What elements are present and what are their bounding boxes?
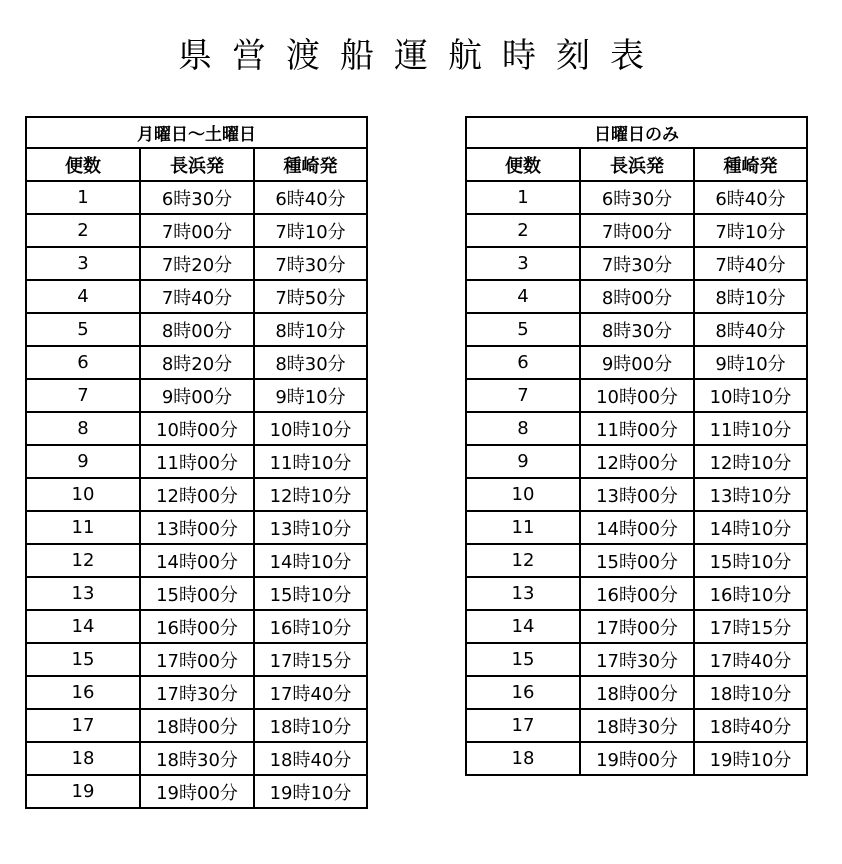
table-row <box>466 280 807 313</box>
tanezaki-departure-cell: 12時10分 <box>254 478 367 511</box>
trip-number-cell: 12 <box>26 544 140 577</box>
trip-number-cell: 1 <box>466 181 580 214</box>
nagahama-departure-cell: 9時00分 <box>140 379 254 412</box>
nagahama-departure-cell: 15時00分 <box>580 544 694 577</box>
trip-number-cell: 18 <box>466 742 580 775</box>
tanezaki-departure-cell: 17時40分 <box>254 676 367 709</box>
tanezaki-departure-cell: 7時30分 <box>254 247 367 280</box>
nagahama-departure-cell: 12時00分 <box>140 478 254 511</box>
table-row <box>466 544 807 577</box>
trip-number-cell: 3 <box>466 247 580 280</box>
trip-number-cell: 9 <box>26 445 140 478</box>
tanezaki-departure-cell: 11時10分 <box>254 445 367 478</box>
trip-number-cell: 3 <box>26 247 140 280</box>
header-tanezaki-departure: 種崎発 <box>254 148 367 181</box>
table-row <box>26 676 367 709</box>
sunday-timetable <box>465 116 808 776</box>
header-tanezaki-departure: 種崎発 <box>694 148 807 181</box>
tanezaki-departure-cell: 7時10分 <box>694 214 807 247</box>
table-row <box>26 379 367 412</box>
tanezaki-departure-cell: 8時40分 <box>694 313 807 346</box>
table-row <box>26 511 367 544</box>
nagahama-departure-cell: 6時30分 <box>580 181 694 214</box>
trip-number-cell: 16 <box>26 676 140 709</box>
tanezaki-departure-cell: 14時10分 <box>254 544 367 577</box>
sunday-caption: 日曜日のみ <box>466 117 807 148</box>
trip-number-cell: 4 <box>26 280 140 313</box>
table-row <box>466 610 807 643</box>
header-trip-number: 便数 <box>466 148 580 181</box>
tanezaki-departure-cell: 7時40分 <box>694 247 807 280</box>
trip-number-cell: 13 <box>26 577 140 610</box>
trip-number-cell: 10 <box>466 478 580 511</box>
table-row <box>466 643 807 676</box>
tanezaki-departure-cell: 17時40分 <box>694 643 807 676</box>
nagahama-departure-cell: 10時00分 <box>580 379 694 412</box>
tanezaki-departure-cell: 16時10分 <box>694 577 807 610</box>
table-row <box>466 379 807 412</box>
table-row <box>26 412 367 445</box>
sunday-rows <box>466 181 807 775</box>
nagahama-departure-cell: 18時00分 <box>580 676 694 709</box>
table-row <box>26 214 367 247</box>
trip-number-cell: 18 <box>26 742 140 775</box>
tanezaki-departure-cell: 7時10分 <box>254 214 367 247</box>
nagahama-departure-cell: 14時00分 <box>580 511 694 544</box>
tanezaki-departure-cell: 19時10分 <box>254 775 367 808</box>
trip-number-cell: 12 <box>466 544 580 577</box>
tanezaki-departure-cell: 8時10分 <box>254 313 367 346</box>
nagahama-departure-cell: 8時20分 <box>140 346 254 379</box>
nagahama-departure-cell: 7時00分 <box>580 214 694 247</box>
nagahama-departure-cell: 13時00分 <box>140 511 254 544</box>
trip-number-cell: 9 <box>466 445 580 478</box>
table-row <box>466 742 807 775</box>
nagahama-departure-cell: 16時00分 <box>140 610 254 643</box>
tanezaki-departure-cell: 11時10分 <box>694 412 807 445</box>
table-row <box>466 676 807 709</box>
table-row <box>466 181 807 214</box>
trip-number-cell: 15 <box>26 643 140 676</box>
table-row <box>26 445 367 478</box>
trip-number-cell: 8 <box>466 412 580 445</box>
header-nagahama-departure: 長浜発 <box>140 148 254 181</box>
tanezaki-departure-cell: 16時10分 <box>254 610 367 643</box>
trip-number-cell: 2 <box>466 214 580 247</box>
nagahama-departure-cell: 8時00分 <box>140 313 254 346</box>
table-row <box>26 775 367 808</box>
tanezaki-departure-cell: 6時40分 <box>254 181 367 214</box>
tanezaki-departure-cell: 9時10分 <box>694 346 807 379</box>
trip-number-cell: 17 <box>26 709 140 742</box>
nagahama-departure-cell: 8時00分 <box>580 280 694 313</box>
tanezaki-departure-cell: 8時30分 <box>254 346 367 379</box>
tanezaki-departure-cell: 15時10分 <box>254 577 367 610</box>
trip-number-cell: 6 <box>466 346 580 379</box>
header-nagahama-departure: 長浜発 <box>580 148 694 181</box>
nagahama-departure-cell: 19時00分 <box>580 742 694 775</box>
nagahama-departure-cell: 18時00分 <box>140 709 254 742</box>
tanezaki-departure-cell: 19時10分 <box>694 742 807 775</box>
header-trip-number: 便数 <box>26 148 140 181</box>
trip-number-cell: 14 <box>26 610 140 643</box>
trip-number-cell: 11 <box>466 511 580 544</box>
trip-number-cell: 5 <box>466 313 580 346</box>
table-row <box>466 247 807 280</box>
nagahama-departure-cell: 12時00分 <box>580 445 694 478</box>
weekday-caption: 月曜日～土曜日 <box>26 117 367 148</box>
table-row <box>466 412 807 445</box>
nagahama-departure-cell: 18時30分 <box>580 709 694 742</box>
tanezaki-departure-cell: 13時10分 <box>694 478 807 511</box>
table-row <box>26 643 367 676</box>
weekday-timetable <box>25 116 368 809</box>
tanezaki-departure-cell: 17時15分 <box>254 643 367 676</box>
trip-number-cell: 15 <box>466 643 580 676</box>
nagahama-departure-cell: 17時30分 <box>140 676 254 709</box>
nagahama-departure-cell: 7時00分 <box>140 214 254 247</box>
page-title: 県営渡船運航時刻表 <box>178 36 664 76</box>
trip-number-cell: 17 <box>466 709 580 742</box>
nagahama-departure-cell: 16時00分 <box>580 577 694 610</box>
tanezaki-departure-cell: 8時10分 <box>694 280 807 313</box>
trip-number-cell: 19 <box>26 775 140 808</box>
table-row <box>26 709 367 742</box>
table-row <box>26 313 367 346</box>
tanezaki-departure-cell: 18時40分 <box>254 742 367 775</box>
trip-number-cell: 7 <box>466 379 580 412</box>
table-row <box>26 346 367 379</box>
trip-number-cell: 6 <box>26 346 140 379</box>
nagahama-departure-cell: 6時30分 <box>140 181 254 214</box>
trip-number-cell: 13 <box>466 577 580 610</box>
trip-number-cell: 5 <box>26 313 140 346</box>
table-row <box>26 478 367 511</box>
table-row <box>466 214 807 247</box>
table-row <box>26 181 367 214</box>
table-row <box>466 709 807 742</box>
nagahama-departure-cell: 17時00分 <box>140 643 254 676</box>
table-row <box>466 313 807 346</box>
tanezaki-departure-cell: 7時50分 <box>254 280 367 313</box>
table-row <box>26 280 367 313</box>
tanezaki-departure-cell: 9時10分 <box>254 379 367 412</box>
nagahama-departure-cell: 7時20分 <box>140 247 254 280</box>
trip-number-cell: 1 <box>26 181 140 214</box>
trip-number-cell: 4 <box>466 280 580 313</box>
nagahama-departure-cell: 8時30分 <box>580 313 694 346</box>
trip-number-cell: 2 <box>26 214 140 247</box>
tanezaki-departure-cell: 14時10分 <box>694 511 807 544</box>
table-row <box>466 346 807 379</box>
tanezaki-departure-cell: 18時10分 <box>694 676 807 709</box>
tanezaki-departure-cell: 10時10分 <box>694 379 807 412</box>
table-row <box>466 577 807 610</box>
nagahama-departure-cell: 7時30分 <box>580 247 694 280</box>
table-row <box>466 478 807 511</box>
table-row <box>26 544 367 577</box>
table-row <box>26 247 367 280</box>
tanezaki-departure-cell: 18時40分 <box>694 709 807 742</box>
tanezaki-departure-cell: 6時40分 <box>694 181 807 214</box>
trip-number-cell: 10 <box>26 478 140 511</box>
nagahama-departure-cell: 14時00分 <box>140 544 254 577</box>
nagahama-departure-cell: 9時00分 <box>580 346 694 379</box>
trip-number-cell: 8 <box>26 412 140 445</box>
nagahama-departure-cell: 15時00分 <box>140 577 254 610</box>
table-row <box>26 610 367 643</box>
trip-number-cell: 11 <box>26 511 140 544</box>
weekday-rows <box>26 181 367 808</box>
tanezaki-departure-cell: 17時15分 <box>694 610 807 643</box>
tanezaki-departure-cell: 18時10分 <box>254 709 367 742</box>
nagahama-departure-cell: 19時00分 <box>140 775 254 808</box>
table-row <box>466 445 807 478</box>
tanezaki-departure-cell: 13時10分 <box>254 511 367 544</box>
table-row <box>466 511 807 544</box>
nagahama-departure-cell: 7時40分 <box>140 280 254 313</box>
nagahama-departure-cell: 17時30分 <box>580 643 694 676</box>
table-row <box>26 577 367 610</box>
trip-number-cell: 14 <box>466 610 580 643</box>
trip-number-cell: 7 <box>26 379 140 412</box>
trip-number-cell: 16 <box>466 676 580 709</box>
nagahama-departure-cell: 18時30分 <box>140 742 254 775</box>
table-row <box>26 742 367 775</box>
tanezaki-departure-cell: 10時10分 <box>254 412 367 445</box>
nagahama-departure-cell: 11時00分 <box>580 412 694 445</box>
tanezaki-departure-cell: 15時10分 <box>694 544 807 577</box>
nagahama-departure-cell: 11時00分 <box>140 445 254 478</box>
nagahama-departure-cell: 17時00分 <box>580 610 694 643</box>
nagahama-departure-cell: 10時00分 <box>140 412 254 445</box>
tanezaki-departure-cell: 12時10分 <box>694 445 807 478</box>
nagahama-departure-cell: 13時00分 <box>580 478 694 511</box>
